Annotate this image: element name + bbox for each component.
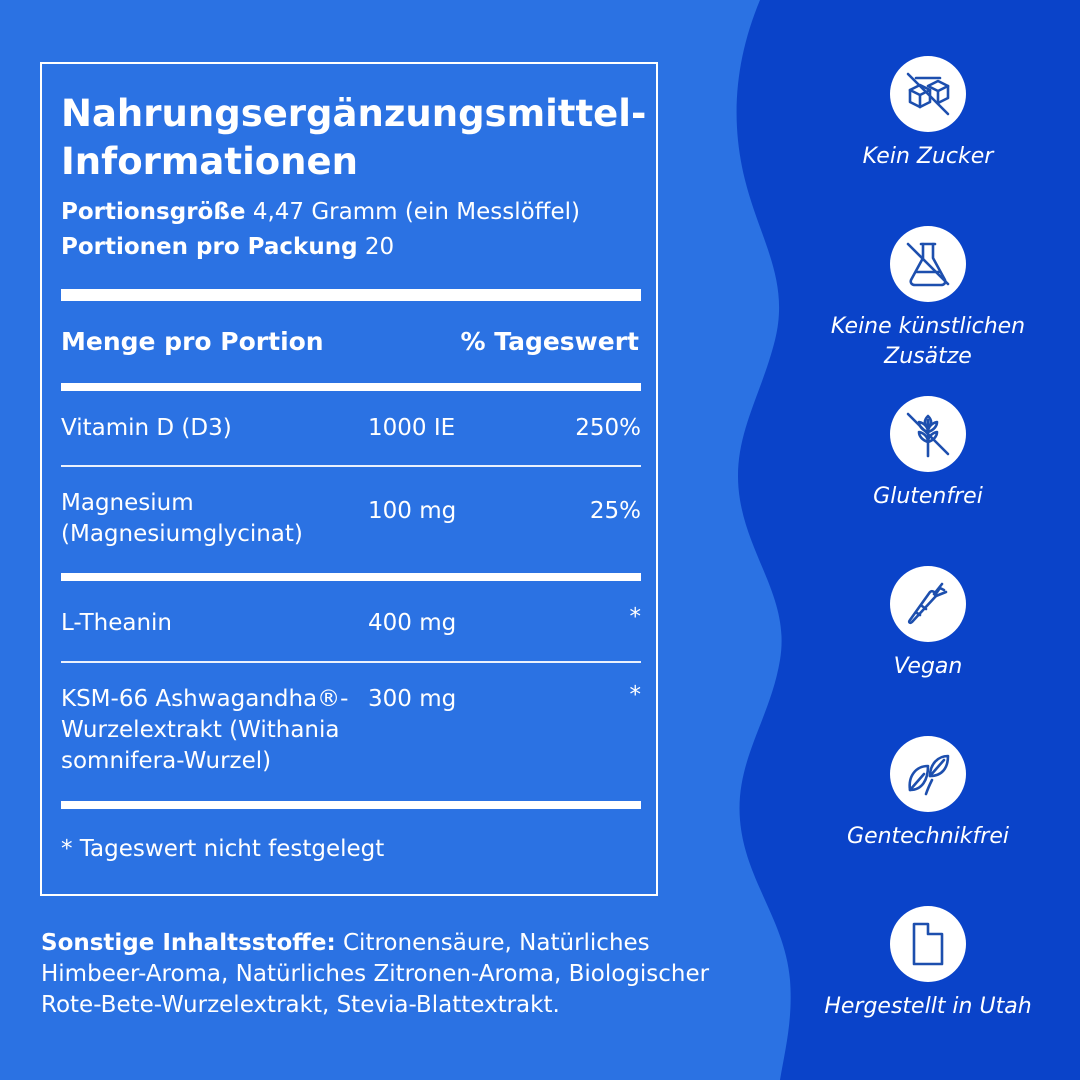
supplement-facts-panel	[40, 62, 658, 896]
feature-label: Vegan	[893, 654, 963, 679]
divider-medium	[61, 383, 641, 391]
nutrient-name: KSM-66 Ashwagandha®-Wurzelextrakt (Withania somnifera-Wurzel)	[61, 686, 349, 774]
feature-no-sugar	[818, 56, 1038, 172]
panel-title: Nahrungsergänzungsmittel-Informationen	[61, 92, 647, 183]
servings-label: Portionen pro Packung	[61, 234, 358, 260]
no-flask-icon	[890, 226, 966, 302]
divider-medium	[61, 801, 641, 809]
nutrient-name: Vitamin D (D3)	[61, 415, 232, 441]
other-ingredients	[41, 928, 741, 1021]
nutrient-name: L-Theanin	[61, 610, 173, 636]
divider-thick	[61, 289, 641, 301]
footnote: * Tageswert nicht festgelegt	[61, 836, 385, 862]
nutrient-name: Magnesium (Magnesiumglycinat)	[61, 490, 303, 547]
divider-medium	[61, 573, 641, 581]
nutrient-amount: 400 mg	[368, 610, 457, 636]
nutrient-amount: 100 mg	[368, 498, 457, 524]
nutrient-daily-value: *	[629, 682, 641, 708]
utah-map-icon	[890, 906, 966, 982]
serving-size	[61, 197, 580, 227]
nutrient-daily-value: 250%	[575, 415, 641, 441]
nutrient-amount: 1000 IE	[368, 415, 456, 441]
feature-gluten-free	[818, 396, 1038, 512]
divider-thin	[61, 465, 641, 467]
other-ingredients-text: Citronensäure, Natürliches Himbeer-Aroma, Natürliches Zitronen-Aroma, Biologischer Rote-Bete-Wurzelextrakt, Stevia-Blattextrakt.	[41, 930, 710, 1018]
nutrient-daily-value: 25%	[589, 498, 641, 524]
feature-label: Glutenfrei	[873, 484, 983, 509]
nutrient-daily-value: *	[629, 604, 641, 630]
header-amount-per-serving: Menge pro Portion	[61, 327, 324, 356]
no-sugar-cubes-icon	[890, 56, 966, 132]
no-wheat-icon	[890, 396, 966, 472]
feature-label: Hergestellt in Utah	[824, 994, 1032, 1019]
divider-thin	[61, 661, 641, 663]
servings-per-container	[61, 232, 394, 262]
leaves-icon	[890, 736, 966, 812]
nutrient-amount: 300 mg	[368, 686, 457, 712]
other-ingredients-label: Sonstige Inhaltsstoffe:	[41, 930, 336, 956]
header-daily-value: % Tageswert	[460, 327, 639, 356]
serving-size-label: Portionsgröße	[61, 199, 246, 225]
feature-made-in-utah	[818, 906, 1038, 1022]
feature-non-gmo	[818, 736, 1038, 852]
serving-size-value: 4,47 Gramm (ein Messlöffel)	[252, 199, 581, 225]
feature-vegan	[818, 566, 1038, 682]
feature-label: Kein Zucker	[862, 144, 994, 169]
feature-label: Gentechnikfrei	[847, 824, 1009, 849]
feature-no-additives	[818, 226, 1038, 372]
feature-label: Keine künstlichen Zusätze	[830, 314, 1026, 369]
servings-value: 20	[364, 234, 395, 260]
carrot-icon	[890, 566, 966, 642]
